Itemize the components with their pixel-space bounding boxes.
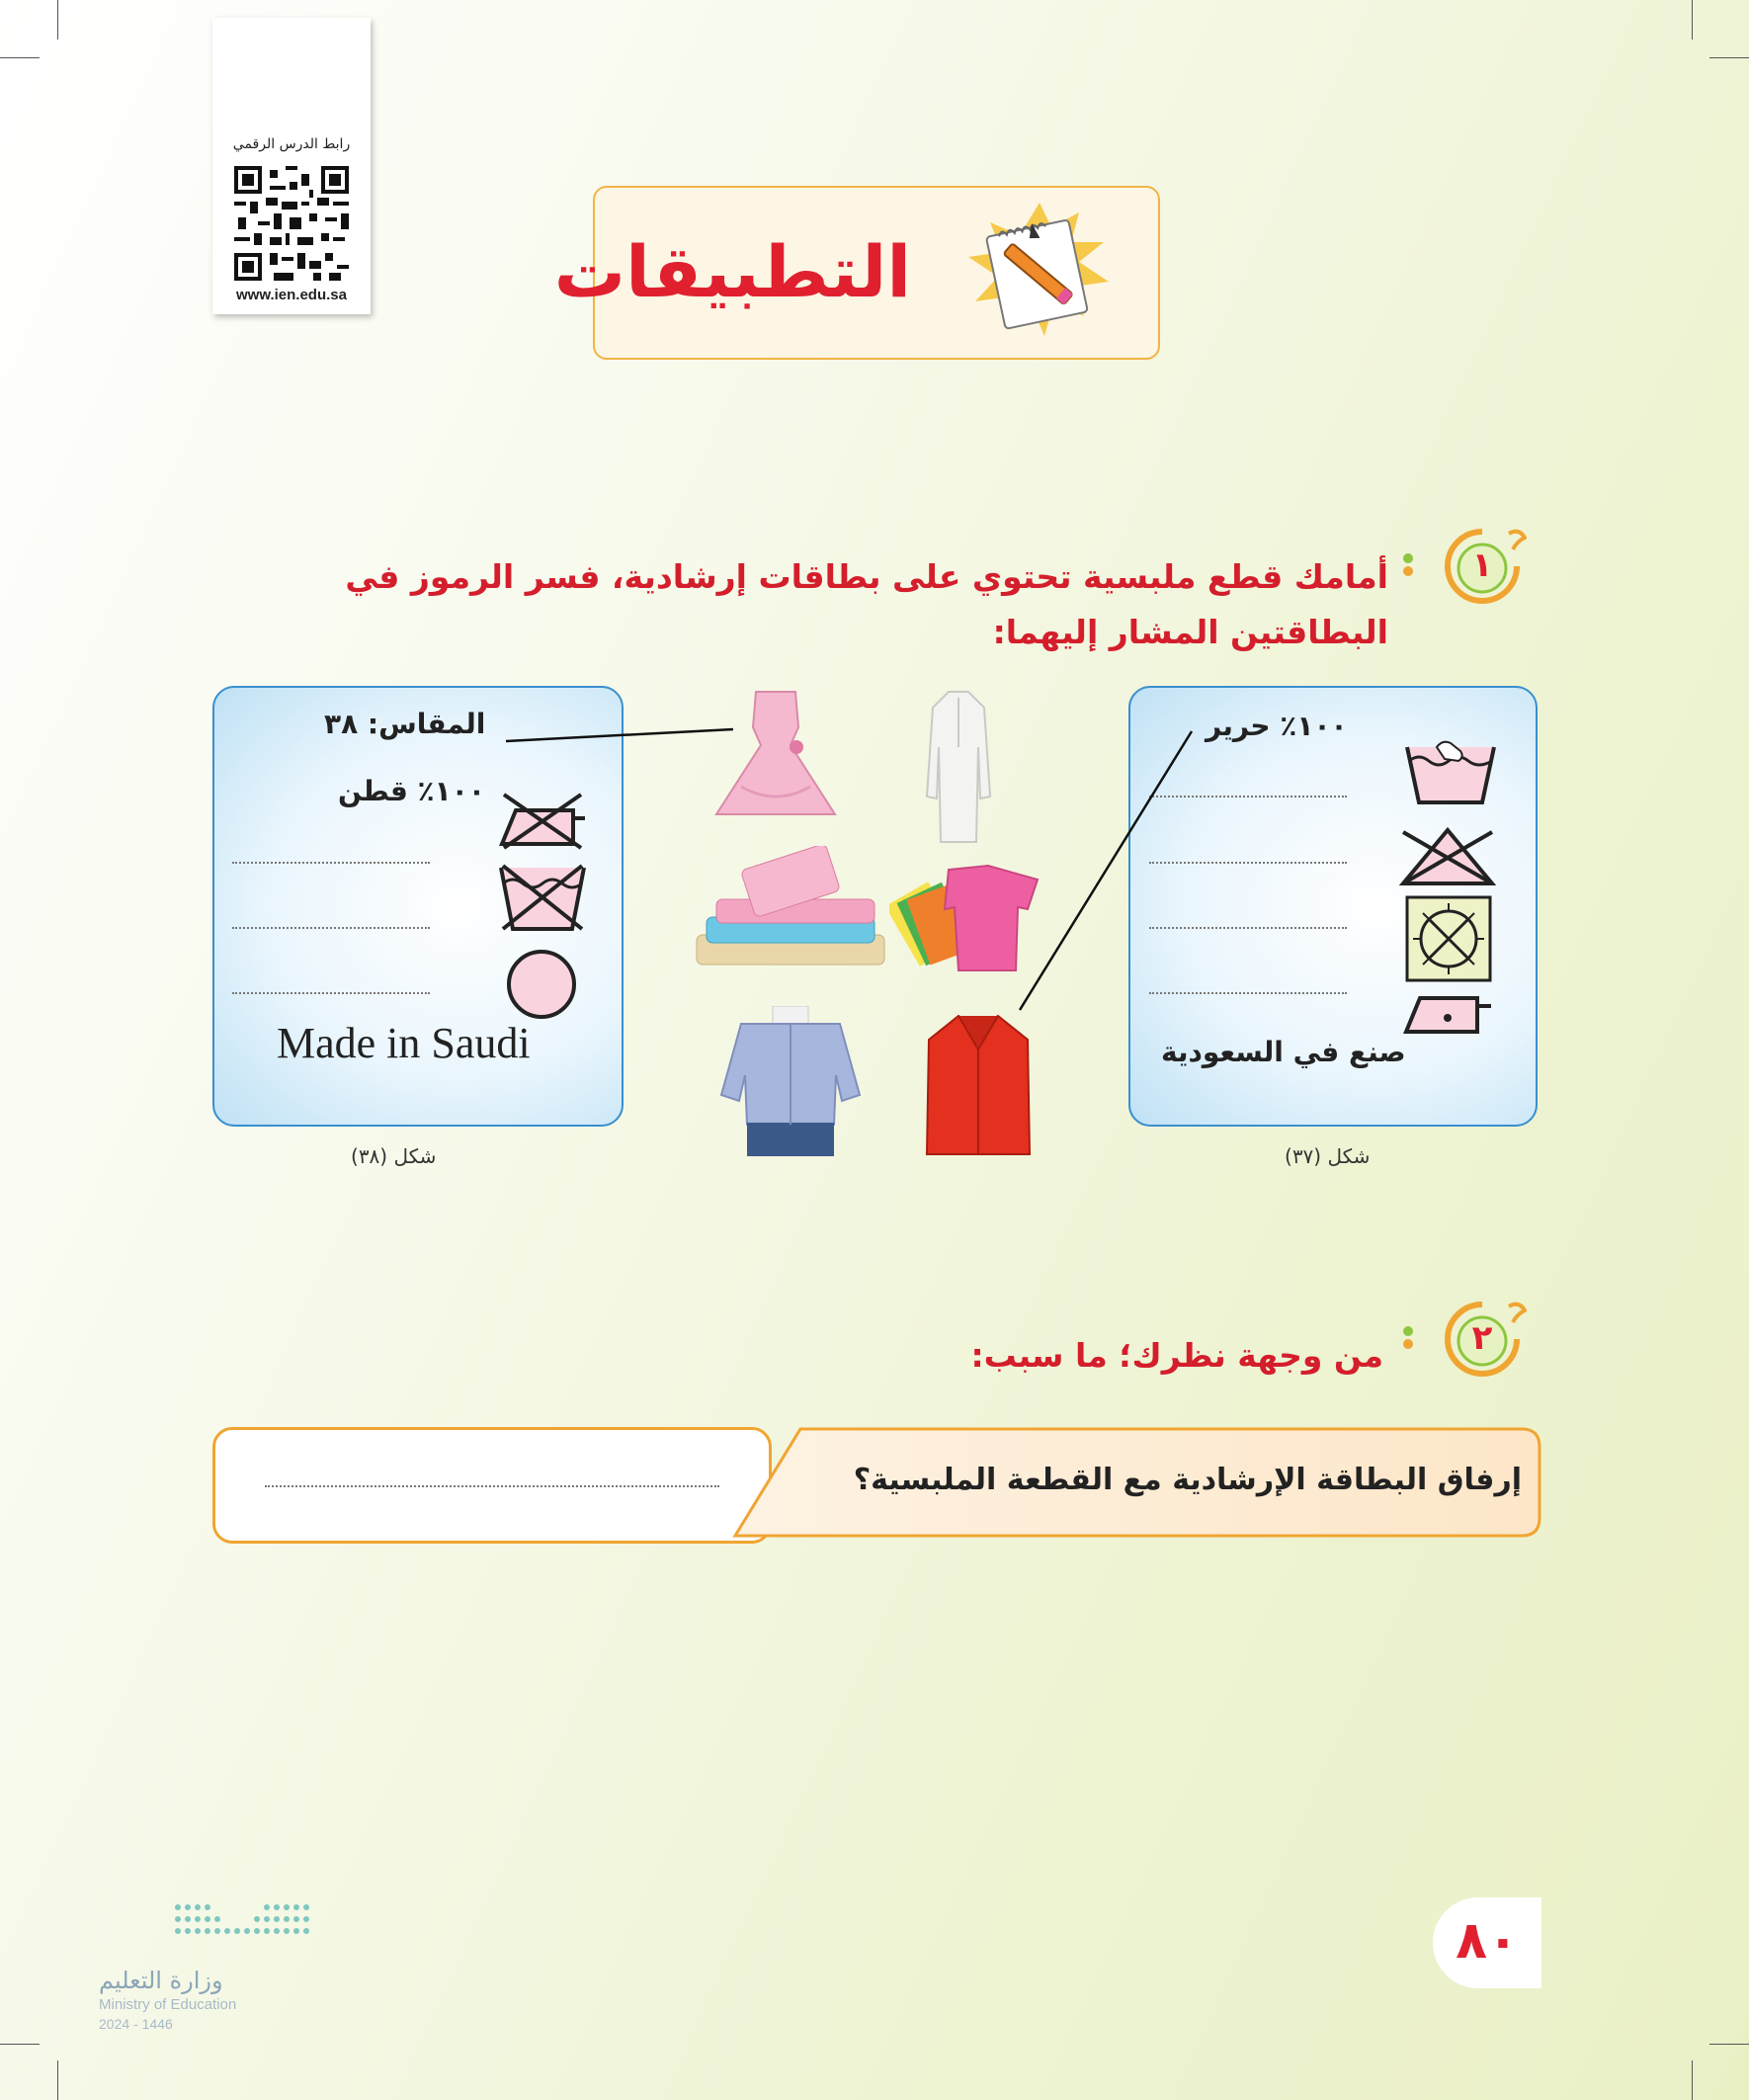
made-in-saudi-english: Made in Saudi xyxy=(277,1019,531,1067)
question-1-text: أمامك قطع ملبسية تحتوي على بطاقات إرشادية، فسر الرموز في البطاقتين المشار إليهما: xyxy=(345,557,1388,651)
answer-input-box[interactable] xyxy=(212,1427,772,1544)
silk-material-label: ١٠٠٪ حرير xyxy=(1206,710,1348,742)
ministry-name-arabic: وزارة التعليم xyxy=(99,1967,223,1994)
section-title: التطبيقات xyxy=(553,230,911,313)
question-1-number: ١ xyxy=(1471,546,1493,585)
made-in-saudi-arabic: صنع في السعودية xyxy=(1161,1036,1406,1068)
page-number: ٨٠ xyxy=(1456,1911,1519,1971)
figure-38-caption: شكل (٣٨) xyxy=(351,1144,437,1168)
figure-37-caption: شكل (٣٧) xyxy=(1285,1144,1371,1168)
ministry-name-english: Ministry of Education xyxy=(99,1996,237,2013)
qr-caption: رابط الدرس الرقمي xyxy=(232,136,351,152)
qr-url[interactable]: www.ien.edu.sa xyxy=(236,287,347,303)
size-label: المقاس: ٣٨ xyxy=(324,708,486,740)
question-2-number: ٢ xyxy=(1471,1318,1493,1358)
question-bullet-icon xyxy=(1403,1326,1415,1362)
ministry-logo xyxy=(94,1897,331,2036)
answer-line[interactable] xyxy=(265,1485,719,1487)
sub-question-text: إرفاق البطاقة الإرشادية مع القطعة الملبسية؟ xyxy=(853,1463,1522,1497)
page-number-badge xyxy=(1433,1897,1541,1988)
question-2-text: من وجهة نظرك؛ ما سبب: xyxy=(970,1336,1383,1375)
ministry-year: 2024 - 1446 xyxy=(99,2016,173,2032)
ministry-dots-icon xyxy=(168,1897,316,1947)
cotton-material-label: ١٠٠٪ قطن xyxy=(338,775,485,807)
